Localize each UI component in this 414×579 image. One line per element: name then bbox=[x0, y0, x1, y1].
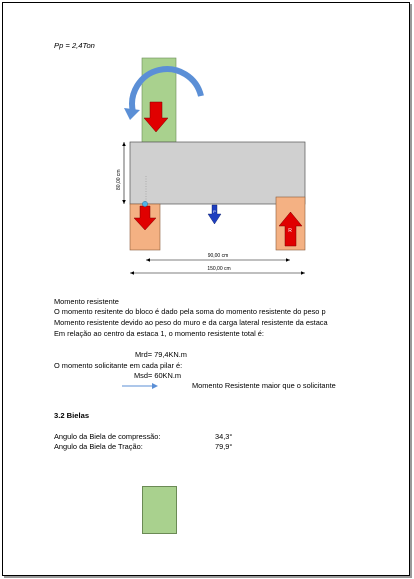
arrow-icon bbox=[120, 381, 160, 391]
load-label: Pp = 2,4Ton bbox=[54, 41, 95, 50]
pile-cap-block bbox=[130, 142, 305, 204]
wall-bottom bbox=[142, 486, 177, 534]
mrd-value: Mrd= 79,4KN.m bbox=[135, 350, 187, 359]
paragraph-line-3: Em relação ao centro da estaca 1, o momento resistente total é: bbox=[54, 329, 264, 338]
height-dimension: 80,00 cm bbox=[116, 169, 122, 190]
pivot-marker bbox=[142, 201, 147, 206]
bielas-heading: 3.2 Bielas bbox=[54, 411, 90, 420]
compression-label: Angulo da Biela de compressão: bbox=[54, 432, 161, 441]
total-dimension: 150,00 cm bbox=[207, 266, 231, 272]
section-title: Momento resistente bbox=[54, 297, 119, 306]
paragraph-line-1: O momento resitente do bloco é dado pela soma do momento resistente do peso p bbox=[54, 307, 326, 316]
spacing-dimension: 90,00 cm bbox=[207, 253, 229, 259]
right-pile-label: R bbox=[288, 228, 292, 234]
weight-arrow-label: P bbox=[213, 209, 216, 214]
traction-value: 79,9° bbox=[215, 442, 233, 451]
solicitante-line: O momento solicitante em cada pilar é: bbox=[54, 361, 183, 370]
weight-arrow bbox=[208, 205, 221, 224]
compression-value: 34,3° bbox=[215, 432, 233, 441]
traction-label: Angulo da Biela de Tração: bbox=[54, 442, 143, 451]
paragraph-line-2: Momento resistente devido ao peso do muro e da carga lateral resistente da estaca bbox=[54, 318, 328, 327]
conclusion-text: Momento Resistente maior que o solicitante bbox=[192, 381, 336, 390]
msd-value: Msd= 60KN.m bbox=[134, 371, 182, 380]
